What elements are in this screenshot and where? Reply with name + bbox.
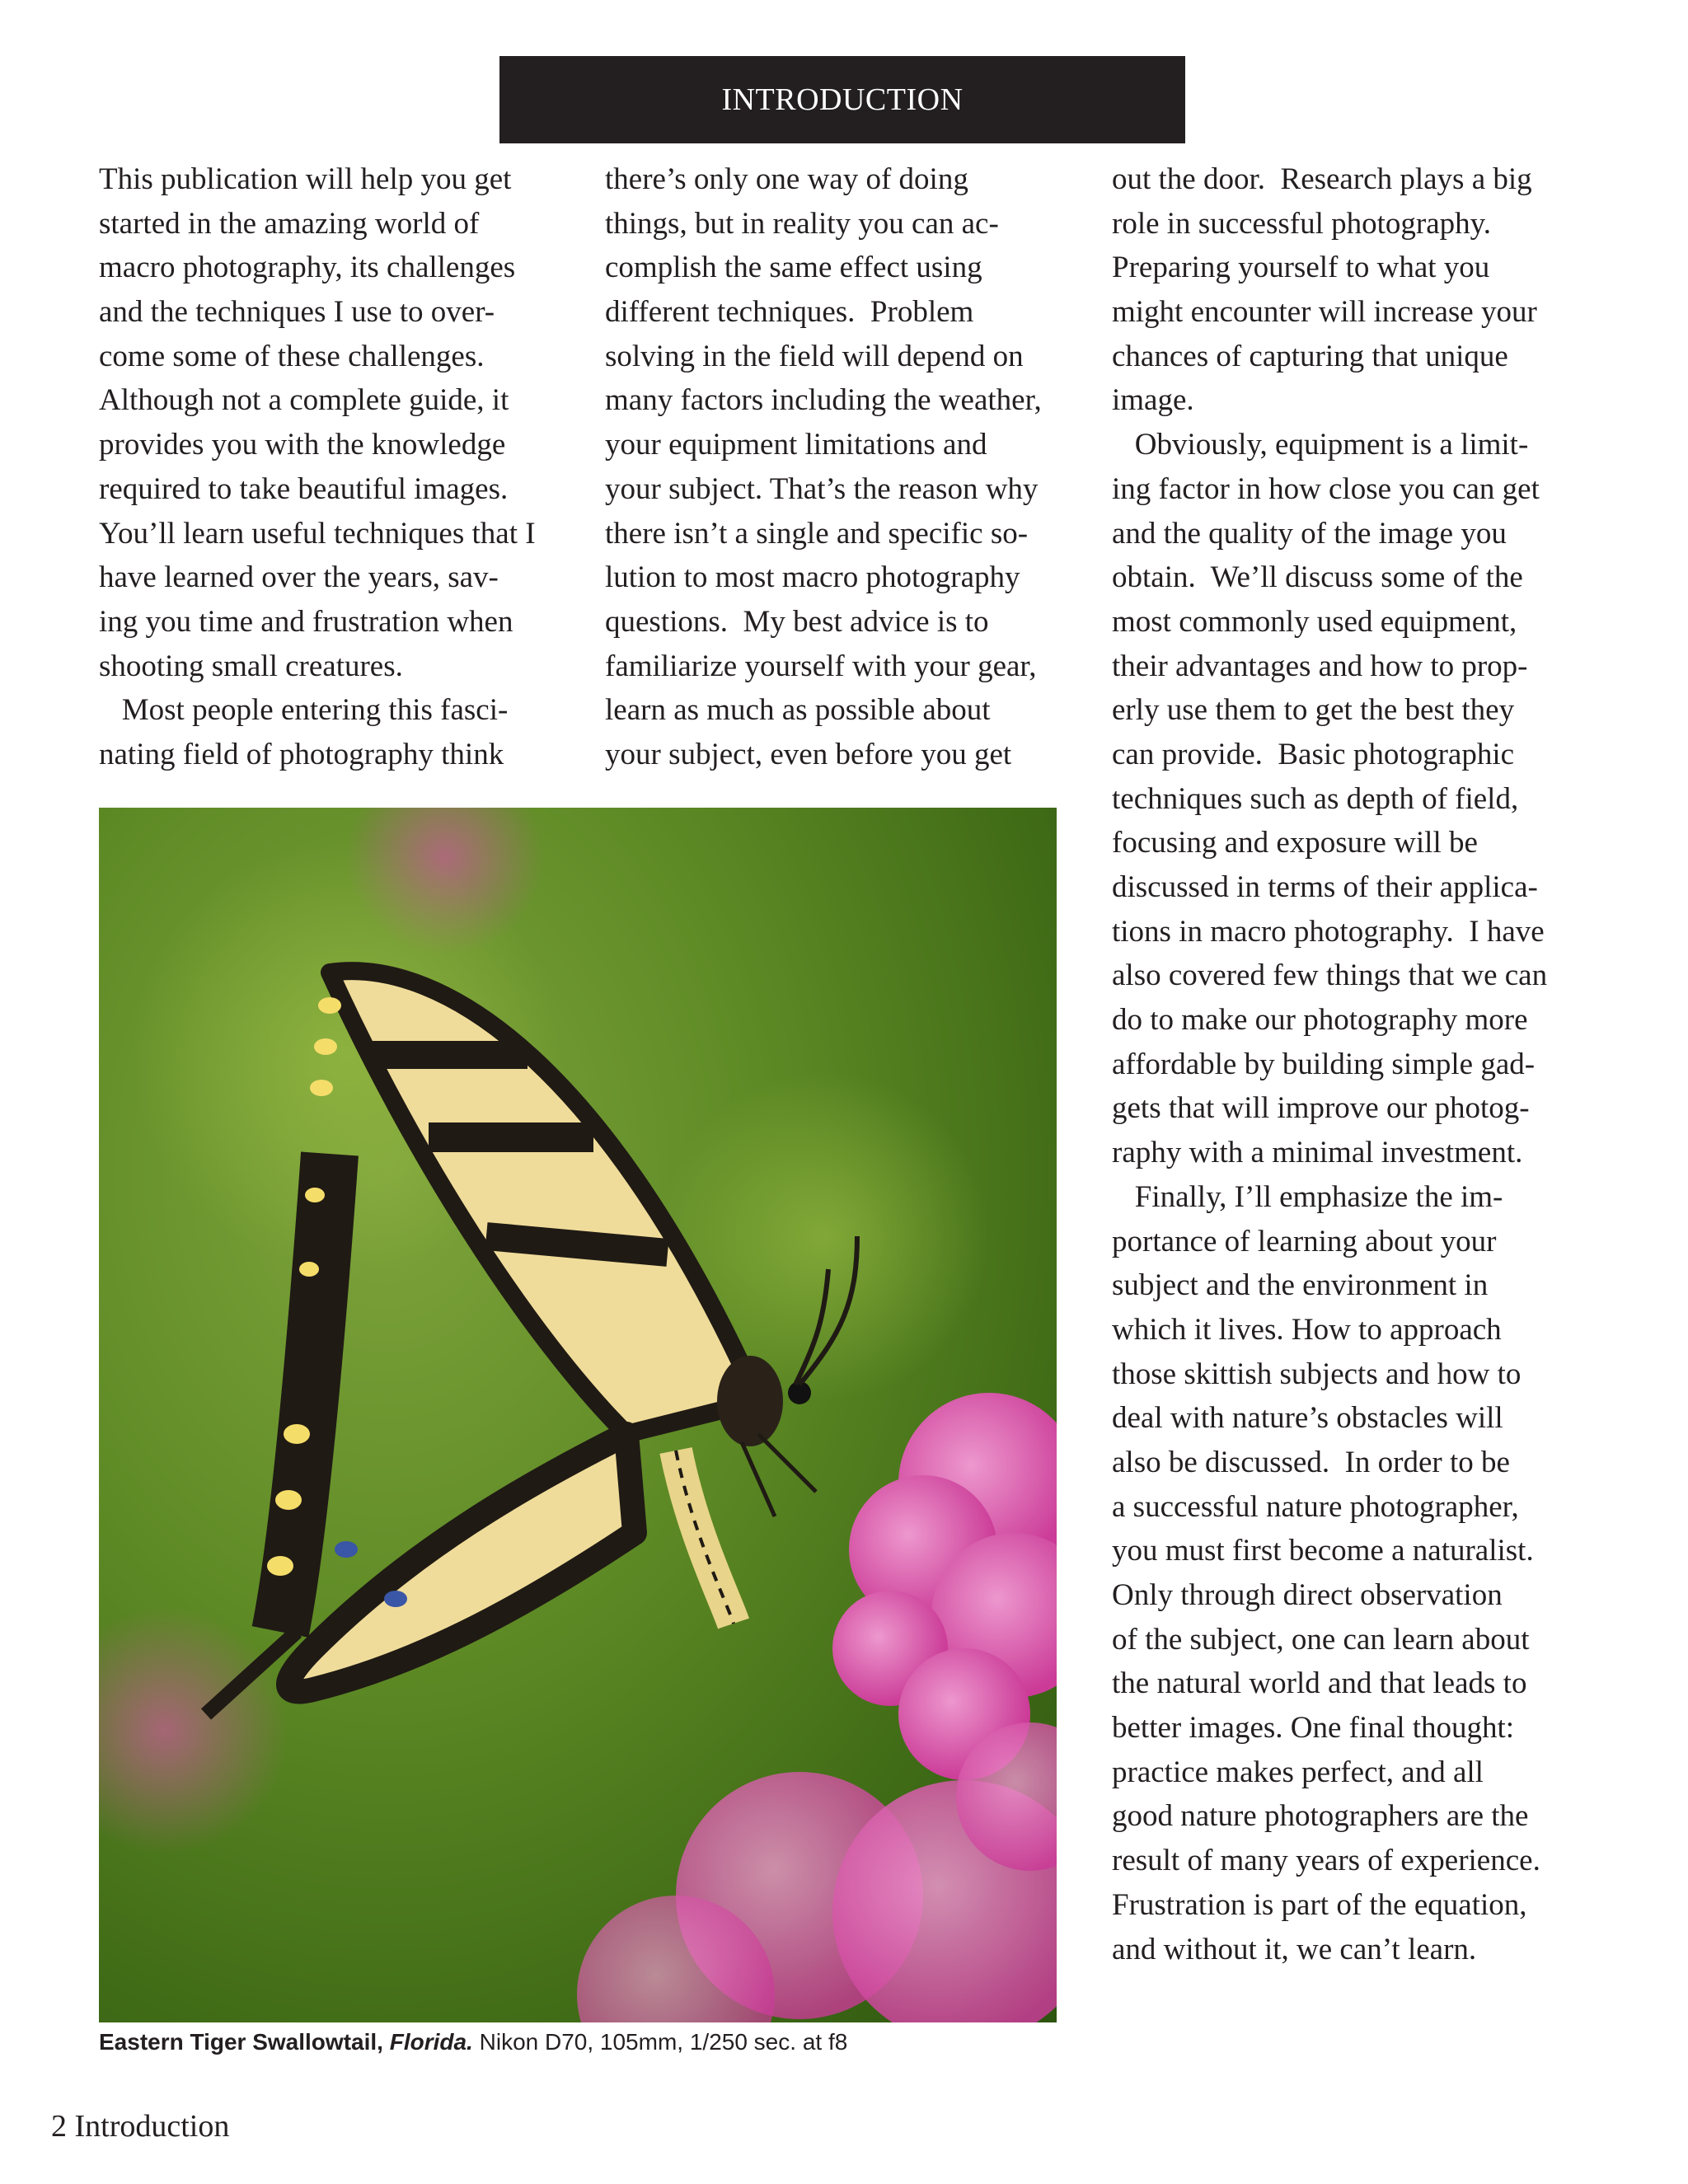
text-line: ing you time and frustration when xyxy=(99,604,513,639)
photo-caption xyxy=(99,2029,847,2055)
text-line: most commonly used equipment, xyxy=(1112,604,1517,639)
section-title: INTRODUCTION xyxy=(721,82,964,117)
text-line: there isn’t a single and specific so- xyxy=(605,516,1029,551)
text-line: subject and the environment in xyxy=(1112,1268,1489,1303)
text-line: ing factor in how close you can get xyxy=(1112,471,1540,506)
text-column-3 xyxy=(1112,157,1547,1971)
text-line: macro photography, its challenges xyxy=(99,251,516,285)
text-line: focusing and exposure will be xyxy=(1112,826,1478,860)
text-line: result of many years of experience. xyxy=(1112,1844,1540,1878)
text-line: affordable by building simple gad- xyxy=(1112,1047,1536,1081)
text-line: gets that will improve our photog- xyxy=(1112,1091,1530,1126)
text-line: You’ll learn useful techniques that I xyxy=(99,516,536,551)
text-line: also be discussed. In order to be xyxy=(1112,1445,1510,1479)
text-line: familiarize yourself with your gear, xyxy=(605,649,1037,683)
text-line: obtain. We’ll discuss some of the xyxy=(1112,560,1523,595)
caption-location: Florida. xyxy=(389,2029,473,2055)
text-line: Preparing yourself to what you xyxy=(1112,251,1490,285)
text-line: a successful nature photographer, xyxy=(1112,1489,1519,1524)
text-line: role in successful photography. xyxy=(1112,206,1491,241)
text-line: do to make our photography more xyxy=(1112,1003,1528,1038)
text-line: techniques such as depth of field, xyxy=(1112,781,1519,816)
text-line: different techniques. Problem xyxy=(605,295,974,330)
text-line: deal with nature’s obstacles will xyxy=(1112,1401,1503,1436)
text-line: things, but in reality you can ac- xyxy=(605,206,999,241)
text-line: can provide. Basic photographic xyxy=(1112,737,1515,771)
text-line: there’s only one way of doing xyxy=(605,162,968,196)
text-line: many factors including the weather, xyxy=(605,383,1042,418)
text-column-2 xyxy=(605,157,1042,777)
text-line: Only through direct observation xyxy=(1112,1578,1503,1612)
text-line: image. xyxy=(1112,383,1194,418)
text-line: shooting small creatures. xyxy=(99,649,403,683)
text-line: solving in the field will depend on xyxy=(605,339,1024,373)
text-line: erly use them to get the best they xyxy=(1112,693,1515,728)
text-line: Finally, I’ll emphasize the im- xyxy=(1112,1179,1503,1214)
text-line: your subject. That’s the reason why xyxy=(605,471,1039,506)
text-line: the natural world and that leads to xyxy=(1112,1666,1527,1701)
text-line: out the door. Research plays a big xyxy=(1112,162,1532,196)
text-line: practice makes perfect, and all xyxy=(1112,1755,1484,1789)
text-column-1 xyxy=(99,157,536,777)
text-line: Most people entering this fasci- xyxy=(99,693,509,728)
text-line: chances of capturing that unique xyxy=(1112,339,1508,373)
text-line: learn as much as possible about xyxy=(605,693,991,728)
text-line: come some of these challenges. xyxy=(99,339,485,373)
text-line: also covered few things that we can xyxy=(1112,958,1548,993)
text-line: complish the same effect using xyxy=(605,251,982,285)
text-line: raphy with a minimal investment. xyxy=(1112,1136,1523,1170)
text-line: those skittish subjects and how to xyxy=(1112,1357,1522,1391)
text-line: their advantages and how to prop- xyxy=(1112,649,1528,683)
flower-cluster xyxy=(577,1393,1057,2022)
text-line: portance of learning about your xyxy=(1112,1224,1497,1258)
text-line: you must first become a naturalist. xyxy=(1112,1534,1534,1568)
page-folio: 2 Introduction xyxy=(51,2109,230,2144)
butterfly-illustration xyxy=(99,808,1057,2022)
caption-details: Nikon D70, 105mm, 1/250 sec. at f8 xyxy=(479,2029,848,2055)
text-line: your subject, even before you get xyxy=(605,737,1012,771)
text-line: required to take beautiful images. xyxy=(99,471,509,506)
text-line: might encounter will increase your xyxy=(1112,295,1537,330)
text-line: good nature photographers are the xyxy=(1112,1799,1529,1834)
text-line: Frustration is part of the equation, xyxy=(1112,1887,1527,1922)
text-line: This publication will help you get xyxy=(99,162,512,196)
text-line: your equipment limitations and xyxy=(605,428,987,462)
text-line: and the techniques I use to over- xyxy=(99,295,495,330)
text-line: Although not a complete guide, it xyxy=(99,383,509,418)
text-line: of the subject, one can learn about xyxy=(1112,1622,1530,1657)
text-line: nating field of photography think xyxy=(99,737,504,771)
text-line: provides you with the knowledge xyxy=(99,428,506,462)
section-header xyxy=(499,56,1185,143)
butterfly-photo xyxy=(99,808,1057,2022)
caption-species: Eastern Tiger Swallowtail, xyxy=(99,2029,383,2055)
text-line: lution to most macro photography xyxy=(605,560,1020,595)
text-line: and the quality of the image you xyxy=(1112,516,1507,551)
text-line: better images. One final thought: xyxy=(1112,1711,1515,1746)
text-line: have learned over the years, sav- xyxy=(99,560,499,595)
text-line: and without it, we can’t learn. xyxy=(1112,1932,1477,1966)
text-line: questions. My best advice is to xyxy=(605,604,989,639)
text-line: Obviously, equipment is a limit- xyxy=(1112,428,1529,462)
text-line: started in the amazing world of xyxy=(99,206,480,241)
text-line: tions in macro photography. I have xyxy=(1112,914,1545,949)
text-line: which it lives. How to approach xyxy=(1112,1312,1502,1347)
text-line: discussed in terms of their applica- xyxy=(1112,870,1538,904)
